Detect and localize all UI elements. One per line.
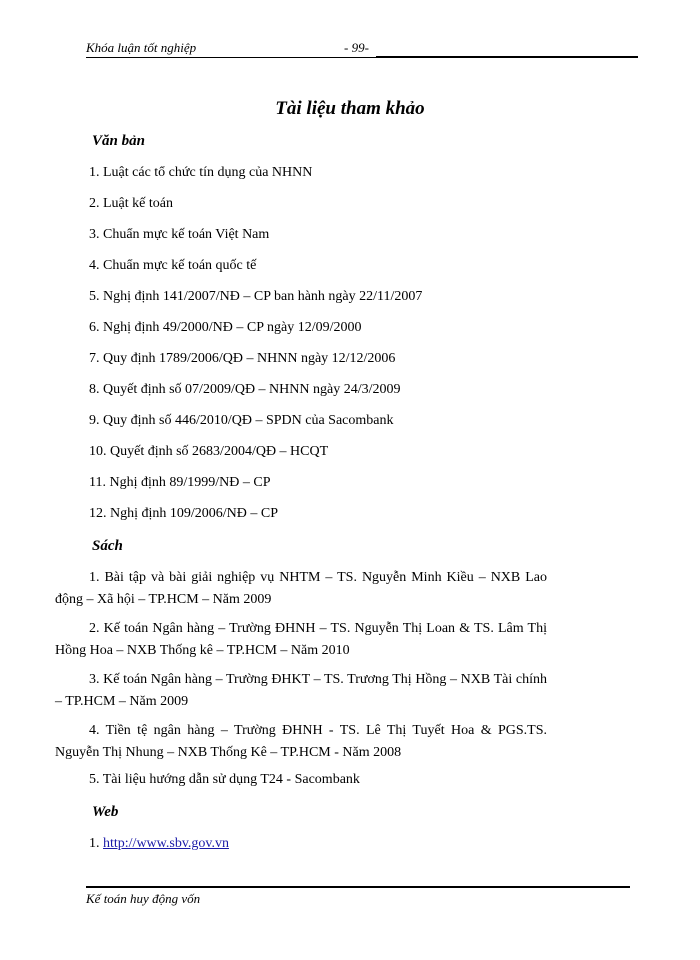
list-item: 7. Quy định 1789/2006/QĐ – NHNN ngày 12/12/2006 xyxy=(89,351,396,366)
list-item: 11. Nghị định 89/1999/NĐ – CP xyxy=(89,475,271,490)
list-item: 10. Quyết định số 2683/2004/QĐ – HCQT xyxy=(89,444,329,459)
list-item: 5. Nghị định 141/2007/NĐ – CP ban hành ngày 22/11/2007 xyxy=(89,289,423,304)
footer-rule xyxy=(86,886,630,888)
list-item: 1. Luật các tổ chức tín dụng của NHNN xyxy=(89,165,313,180)
footer-text: Kế toán huy động vốn xyxy=(86,891,201,906)
list-item: 2. Kế toán Ngân hàng – Trường ĐHNH – TS. Nguyễn Thị Loan & TS. Lâm Thị Hồng Hoa – NXB Thống kê – TP.HCM – Năm 2010 xyxy=(55,621,547,658)
header-page-number: - 99- xyxy=(344,40,369,55)
list-item: 4. Chuẩn mực kế toán quốc tế xyxy=(89,258,257,273)
web-link-sbv[interactable]: http://www.sbv.gov.vn xyxy=(103,836,229,851)
section-heading-web: Web xyxy=(92,804,119,820)
header-rule-thick xyxy=(376,56,638,58)
list-item: 6. Nghị định 49/2000/NĐ – CP ngày 12/09/2000 xyxy=(89,320,362,335)
page-title: Tài liệu tham khảo xyxy=(275,98,425,119)
list-item xyxy=(89,836,229,852)
list-item: 3. Chuẩn mực kế toán Việt Nam xyxy=(89,227,270,242)
list-item: 5. Tài liệu hướng dẫn sử dụng T24 - Sacombank xyxy=(89,772,360,787)
section-heading-van-ban: Văn bản xyxy=(92,133,145,149)
list-item: 9. Quy định số 446/2010/QĐ – SPDN của Sacombank xyxy=(89,413,394,428)
web-item-number: 1. xyxy=(89,836,103,851)
page-header xyxy=(86,40,638,60)
list-item: 1. Bài tập và bài giải nghiệp vụ NHTM – TS. Nguyễn Minh Kiều – NXB Lao động – Xã hội – TP.HCM – Năm 2009 xyxy=(55,570,547,607)
list-item: 4. Tiền tệ ngân hàng – Trường ĐHNH - TS. Lê Thị Tuyết Hoa & PGS.TS. Nguyễn Thị Nhung – NXB Thống Kê – TP.HCM - Năm 2008 xyxy=(55,723,547,760)
list-item: 3. Kế toán Ngân hàng – Trường ĐHKT – TS. Trương Thị Hồng – NXB Tài chính – TP.HCM – Năm 2009 xyxy=(55,672,547,709)
list-item: 12. Nghị định 109/2006/NĐ – CP xyxy=(89,506,279,521)
list-item: 8. Quyết định số 07/2009/QĐ – NHNN ngày 24/3/2009 xyxy=(89,382,401,397)
section-heading-sach: Sách xyxy=(92,538,123,554)
header-document-title: Khóa luận tốt nghiệp xyxy=(86,40,197,55)
list-item: 2. Luật kế toán xyxy=(89,196,173,211)
